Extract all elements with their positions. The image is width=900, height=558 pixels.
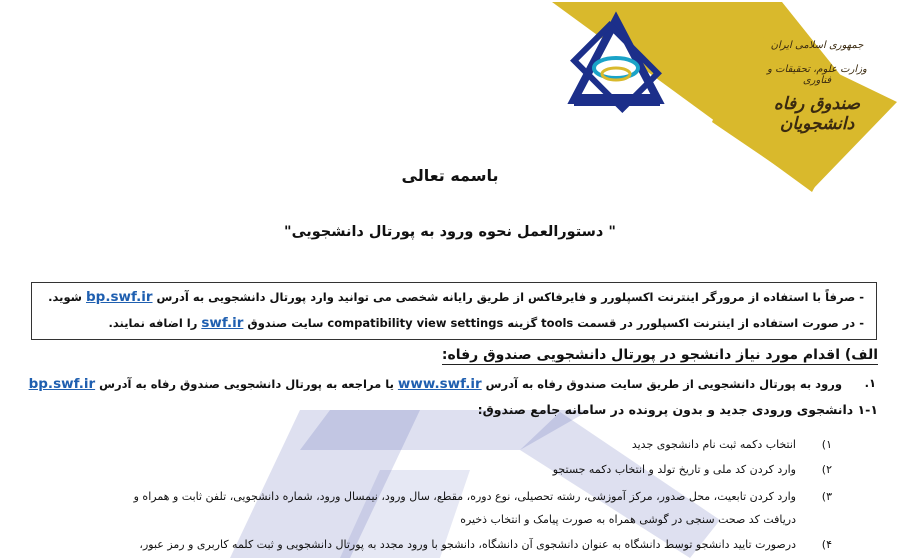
step-text: وارد کردن تابعیت، محل صدور، مرکز آموزشی، رشته تحصیلی، نوع دوره، مقطع، سال ورود، نیمسال ورود، شماره دانشجویی، تلفن ثابت و همراه و: [133, 490, 796, 503]
list-item: [28, 376, 876, 392]
step-text: درصورت تایید دانشجو توسط دانشگاه به عنوان دانشجوی آن دانشگاه، دانشجو با ورود مجدد به پورتال دانشجویی و ثبت کلمه کاربری و رمز عبور،: [139, 538, 796, 551]
section-a-title: الف) اقدام مورد نیاز دانشجو در پورتال دانشجویی صندوق رفاه:: [441, 347, 878, 363]
step-number: ۱): [821, 438, 832, 451]
notice-box: [31, 282, 877, 340]
seal-line-1: جمهوری اسلامی ایران: [770, 40, 864, 51]
document-title: " دستورالعمل نحوه ورود به پورتال دانشجویی": [284, 224, 616, 240]
bp-swf-link-2[interactable]: bp.swf.ir: [28, 376, 96, 392]
www-swf-link[interactable]: www.swf.ir: [397, 376, 482, 392]
list-item: [631, 438, 832, 451]
list-item-continued: دریافت کد صحت سنجی در گوشی همراه به صورت پیامک و انتخاب ذخیره: [460, 513, 796, 526]
notice-line-2: [109, 315, 864, 331]
notice-line-2-tail: را اضافه نمایند.: [108, 316, 202, 330]
seal-line-3: صندوق رفاه دانشجویان: [773, 94, 861, 134]
step-number: ۲): [821, 463, 832, 476]
item-text: ورود به پورتال دانشجویی از طریق سایت صندوق رفاه به آدرس: [481, 377, 842, 391]
bp-swf-link[interactable]: bp.swf.ir: [86, 289, 153, 305]
notice-line-2-text: - در صورت استفاده از اینترنت اکسپلورر در قسمت tools گزینه compatibility view settings سایت صندوق: [243, 316, 864, 330]
swf-link[interactable]: swf.ir: [201, 315, 244, 331]
list-item: [139, 538, 832, 551]
step-number: ۳): [821, 490, 832, 503]
notice-line-1-tail: شوید.: [48, 290, 86, 304]
seal-line-2: وزارت علوم، تحقیقات و فناوری: [767, 64, 867, 86]
subsection-title: ۱-۱ دانشجوی ورودی جدید و بدون پرونده در سامانه جامع صندوق:: [477, 402, 878, 417]
item-text-mid: یا مراجعه به پورتال دانشجویی صندوق رفاه به آدرس: [95, 377, 398, 391]
item-number: ۱.: [864, 376, 876, 390]
step-number: ۴): [821, 538, 832, 551]
list-item: [133, 490, 832, 503]
step-text: انتخاب دکمه ثبت نام دانشجوی جدید: [631, 438, 796, 451]
step-text: وارد کردن کد ملی و تاریخ تولد و انتخاب دکمه جستجو: [552, 463, 796, 476]
notice-line-1-text: - صرفاً با استفاده از مرورگر اینترنت اکسپلورر و فایرفاکس از طریق رایانه شخصی می توانید وارد پورتال دانشجویی به آدرس: [152, 290, 864, 304]
bismillah-heading: باسمه تعالی: [401, 166, 499, 185]
list-item: [552, 463, 832, 476]
notice-line-1: [48, 289, 864, 305]
